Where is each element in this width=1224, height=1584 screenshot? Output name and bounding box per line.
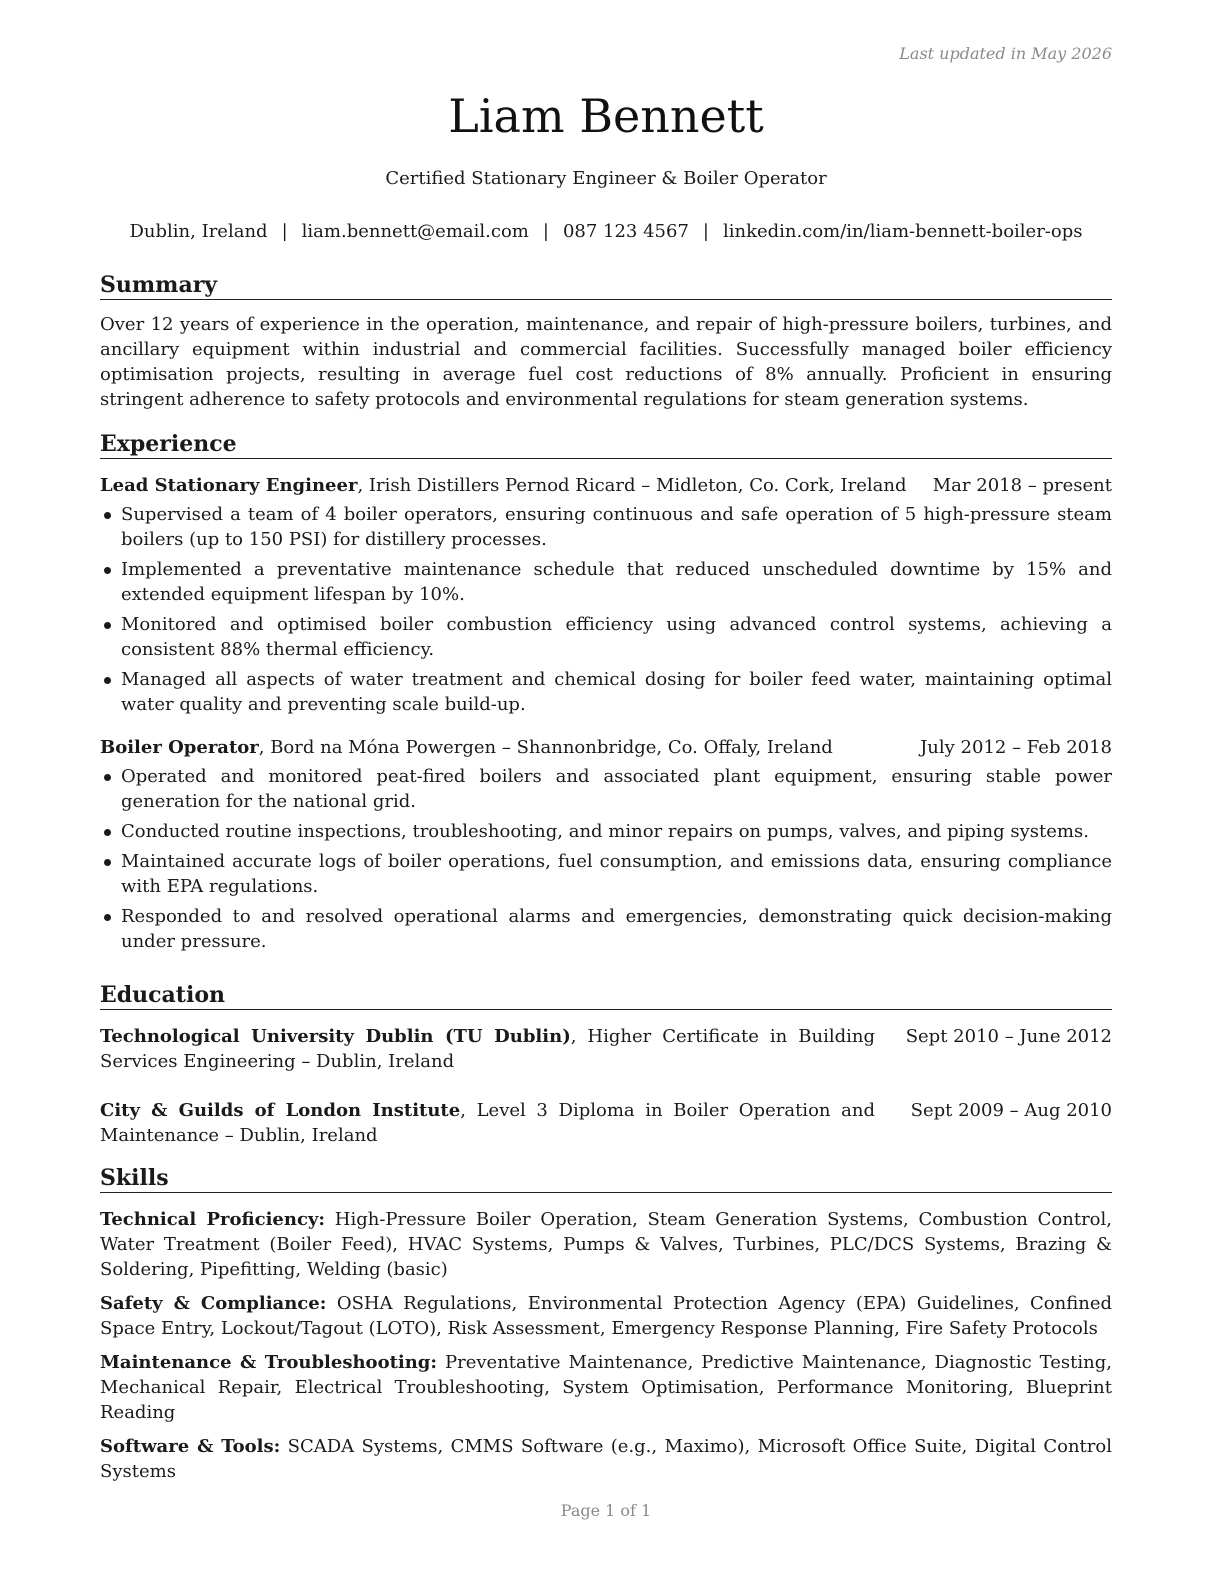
contact-linkedin[interactable]: linkedin.com/in/liam-bennett-boiler-ops xyxy=(722,221,1083,242)
job-header xyxy=(100,735,1112,760)
experience-section xyxy=(100,430,1112,959)
job-header xyxy=(100,473,1112,498)
skill-group xyxy=(100,1207,1112,1282)
skill-group-label: Software & Tools: xyxy=(100,1436,281,1457)
contact-separator: | xyxy=(542,221,549,242)
education-entry xyxy=(100,1098,1112,1148)
job-bullets xyxy=(100,502,1112,717)
contact-separator: | xyxy=(702,221,709,242)
education-detail: , Level 3 Diploma in Boiler Operation and Maintenance – Dublin, Ireland xyxy=(100,1100,875,1146)
job-bullet: Maintained accurate logs of boiler operations, fuel consumption, and emissions data, ensuring compliance with EPA regulations. xyxy=(100,849,1112,899)
job-organization: , Bord na Móna Powergen – Shannonbridge, Co. Offaly, Ireland xyxy=(258,737,833,758)
skill-group xyxy=(100,1434,1112,1484)
skill-group xyxy=(100,1350,1112,1425)
job-dates: Mar 2018 – present xyxy=(932,475,1112,496)
education-institution: City & Guilds of London Institute xyxy=(100,1100,461,1121)
candidate-name: Liam Bennett xyxy=(448,89,764,143)
job-entry xyxy=(100,735,1112,954)
education-institution: Technological University Dublin (TU Dublin) xyxy=(100,1026,571,1047)
job-bullet: Conducted routine inspections, troubleshooting, and minor repairs on pumps, valves, and piping systems. xyxy=(100,819,1112,844)
summary-section xyxy=(100,271,1112,412)
skill-group-label: Safety & Compliance: xyxy=(100,1293,327,1314)
skill-group-items: Preventative Maintenance, Predictive Maintenance, Diagnostic Testing, Mechanical Repair, Electrical Troubleshooting, System Optimisation, Performance Monitoring, Blueprint Reading xyxy=(100,1352,1112,1423)
job-entry xyxy=(100,473,1112,717)
summary-text: Over 12 years of experience in the operation, maintenance, and repair of high-pressure boilers, turbines, and ancillary equipment within industrial and commercial facilities. Successfully managed boiler efficiency optimisation projects, resulting in average fuel cost reductions of 8% annually. Proficient in ensuring stringent adherence to safety protocols and environmental regulations for steam generation systems. xyxy=(100,314,1112,410)
job-role: Boiler Operator xyxy=(100,737,259,758)
education-dates: Sept 2009 – Aug 2010 xyxy=(910,1100,1112,1121)
skill-group-items: SCADA Systems, CMMS Software (e.g., Maximo), Microsoft Office Suite, Digital Control Systems xyxy=(100,1436,1112,1482)
job-role: Lead Stationary Engineer xyxy=(100,475,358,496)
job-dates: July 2012 – Feb 2018 xyxy=(920,737,1112,758)
contact-separator: | xyxy=(281,221,288,242)
job-bullet: Monitored and optimised boiler combustion efficiency using advanced control systems, achieving a consistent 88% thermal efficiency. xyxy=(100,612,1112,662)
contact-line xyxy=(100,219,1112,245)
job-bullet: Supervised a team of 4 boiler operators, ensuring continuous and safe operation of 5 high-pressure steam boilers (up to 150 PSI) for distillery processes. xyxy=(100,502,1112,552)
skill-group-items: OSHA Regulations, Environmental Protection Agency (EPA) Guidelines, Confined Space Entry, Lockout/Tagout (LOTO), Risk Assessment, Emergency Response Planning, Fire Safety Protocols xyxy=(100,1293,1112,1339)
education-detail: , Higher Certificate in Building Services Engineering – Dublin, Ireland xyxy=(100,1026,875,1072)
skill-group-label: Technical Proficiency: xyxy=(100,1209,326,1230)
skills-list xyxy=(100,1207,1112,1484)
education-dates: Sept 2010 – June 2012 xyxy=(905,1026,1112,1047)
section-heading-summary: Summary xyxy=(100,271,1112,300)
skill-group-items: High-Pressure Boiler Operation, Steam Generation Systems, Combustion Control, Water Treatment (Boiler Feed), HVAC Systems, Pumps & Valves, Turbines, PLC/DCS Systems, Brazing & Soldering, Pipefitting, Welding (basic) xyxy=(100,1209,1112,1280)
skills-section xyxy=(100,1164,1112,1493)
section-heading-experience: Experience xyxy=(100,430,1112,459)
job-bullet: Responded to and resolved operational alarms and emergencies, demonstrating quick decision-making under pressure. xyxy=(100,904,1112,954)
skill-group-label: Maintenance & Troubleshooting: xyxy=(100,1352,438,1373)
contact-phone[interactable]: 087 123 4567 xyxy=(562,221,689,242)
contact-email[interactable]: liam.bennett@email.com xyxy=(301,221,529,242)
education-section xyxy=(100,981,1112,1148)
last-updated-note: Last updated in May 2026 xyxy=(899,44,1112,63)
job-bullets xyxy=(100,764,1112,954)
contact-location: Dublin, Ireland xyxy=(129,221,268,242)
candidate-title: Certified Stationary Engineer & Boiler Operator xyxy=(385,168,827,189)
job-organization: , Irish Distillers Pernod Ricard – Midleton, Co. Cork, Ireland xyxy=(357,475,907,496)
job-bullet: Implemented a preventative maintenance schedule that reduced unscheduled downtime by 15% and extended equipment lifespan by 10%. xyxy=(100,557,1112,607)
job-bullet: Operated and monitored peat-fired boilers and associated plant equipment, ensuring stable power generation for the national grid. xyxy=(100,764,1112,814)
section-heading-education: Education xyxy=(100,981,1112,1010)
job-bullet: Managed all aspects of water treatment and chemical dosing for boiler feed water, maintaining optimal water quality and preventing scale build-up. xyxy=(100,667,1112,717)
section-heading-skills: Skills xyxy=(100,1164,1112,1193)
page-number: Page 1 of 1 xyxy=(560,1501,652,1520)
skill-group xyxy=(100,1291,1112,1341)
education-entry xyxy=(100,1024,1112,1074)
